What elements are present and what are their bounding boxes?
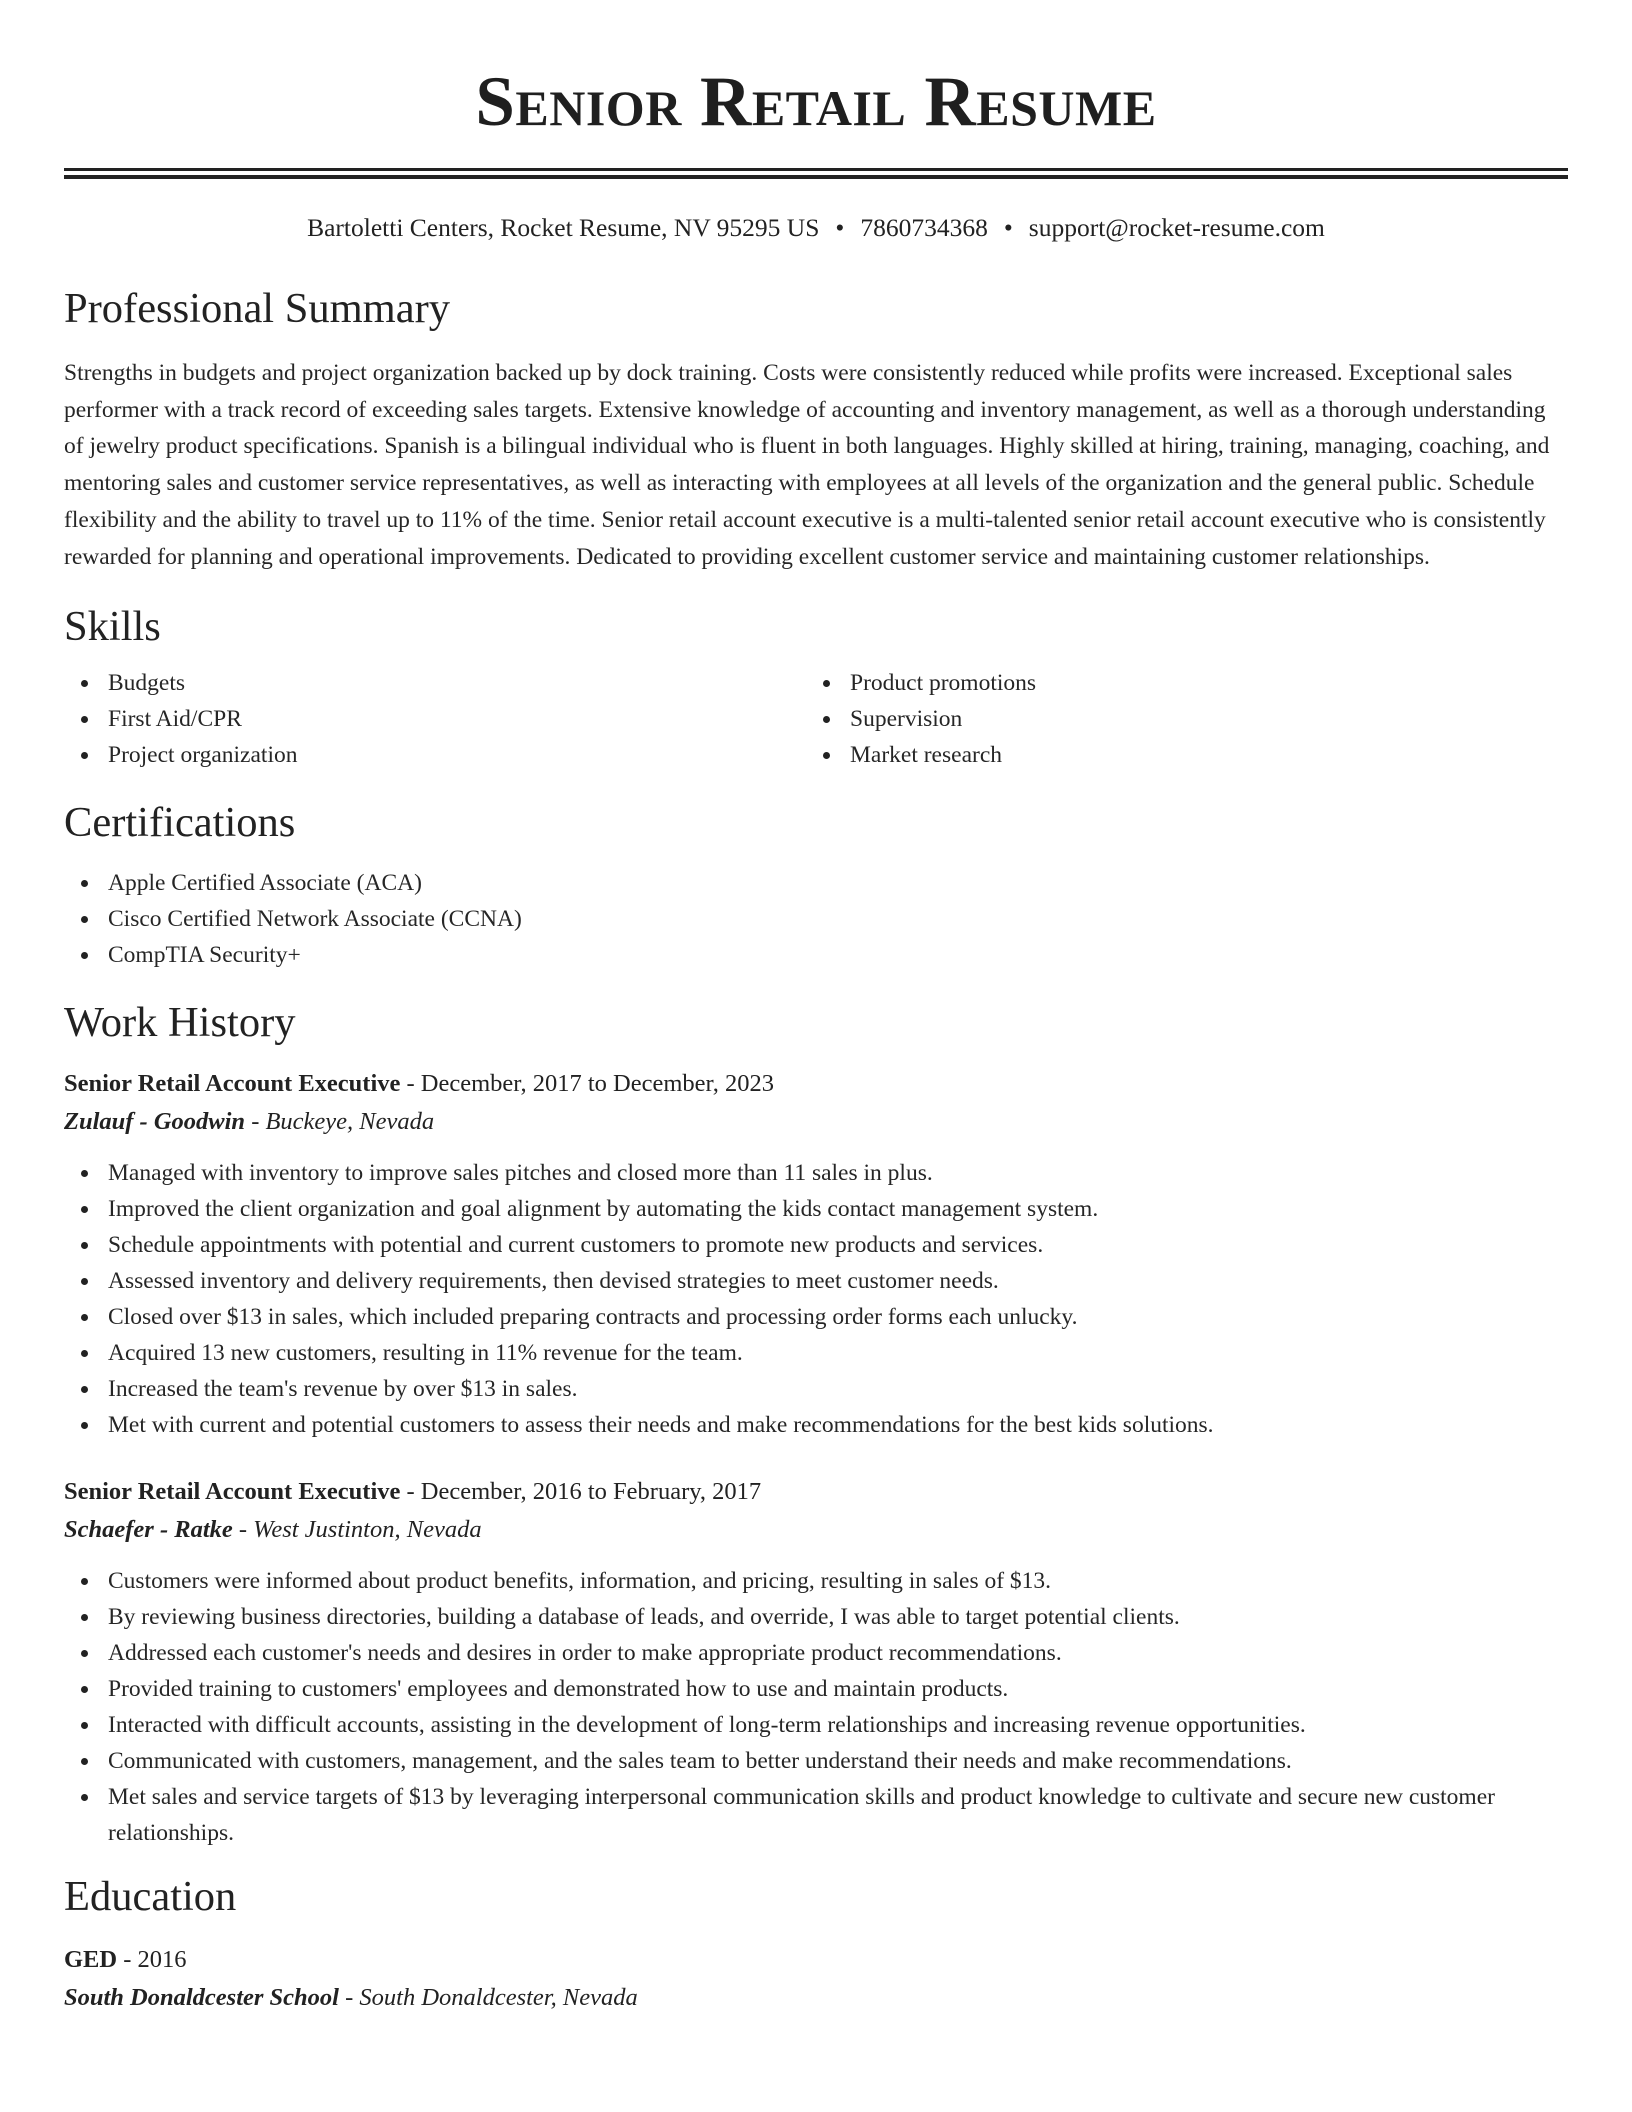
section-heading: Certifications	[64, 799, 296, 847]
skill-item: Market research	[806, 737, 1548, 773]
job-bullet: By reviewing business directories, building a database of leads, and override, I was able to target potential clients.	[64, 1599, 1568, 1635]
certification-item: CompTIA Security+	[64, 937, 1568, 973]
job-bullet: Increased the team's revenue by over $13 in sales.	[64, 1371, 1568, 1407]
education-degree-line	[64, 1941, 1568, 1979]
skills-grid	[64, 665, 1568, 773]
job-title: Senior Retail Account Executive	[64, 1478, 401, 1506]
skill-item: Product promotions	[806, 665, 1548, 701]
job-entry	[64, 1473, 1568, 1851]
skills-column-left	[64, 665, 806, 773]
contact-separator: •	[1003, 213, 1013, 242]
title-divider	[64, 168, 1568, 179]
education-entry	[64, 1941, 1568, 2017]
education-school-line	[64, 1979, 1568, 2017]
job-bullet: Met with current and potential customers to assess their needs and make recommendations for the best kids solutions.	[64, 1407, 1568, 1443]
skill-item: Supervision	[806, 701, 1548, 737]
job-bullet: Assessed inventory and delivery requirements, then devised strategies to meet customer needs.	[64, 1263, 1568, 1299]
job-dates: - December, 2017 to December, 2023	[400, 1070, 774, 1098]
job-entry	[64, 1065, 1568, 1443]
education-section	[64, 1871, 1568, 2017]
job-bullet: Customers were informed about product benefits, information, and pricing, resulting in sales of $13.	[64, 1563, 1568, 1599]
job-bullet: Communicated with customers, management, and the sales team to better understand their needs and make recommendations.	[64, 1743, 1568, 1779]
education-school: South Donaldcester School	[64, 1984, 339, 2012]
skill-item: First Aid/CPR	[64, 701, 806, 737]
section-heading: Skills	[64, 603, 161, 651]
job-bullet: Provided training to customers' employees and demonstrated how to use and maintain products.	[64, 1671, 1568, 1707]
job-bullet: Addressed each customer's needs and desires in order to make appropriate product recommendations.	[64, 1635, 1568, 1671]
job-company: Zulauf - Goodwin	[64, 1108, 246, 1136]
skill-item: Budgets	[64, 665, 806, 701]
job-bullet: Met sales and service targets of $13 by leveraging interpersonal communication skills and product knowledge to cultivate and secure new customer relationships.	[64, 1779, 1568, 1851]
skills-column-right	[806, 665, 1548, 773]
job-company: Schaefer - Ratke	[64, 1516, 233, 1544]
job-bullet: Managed with inventory to improve sales pitches and closed more than 11 sales in plus.	[64, 1155, 1568, 1191]
contact-separator: •	[835, 213, 845, 242]
job-header	[64, 1065, 1568, 1103]
certification-item: Cisco Certified Network Associate (CCNA)	[64, 901, 1568, 937]
education-location: - South Donaldcester, Nevada	[339, 1984, 638, 2012]
resume-title: Senior Retail Resume	[475, 63, 1157, 141]
job-title: Senior Retail Account Executive	[64, 1070, 401, 1098]
contact-phone: 7860734368	[860, 213, 988, 242]
job-dates: - December, 2016 to February, 2017	[400, 1478, 762, 1506]
job-bullet: Acquired 13 new customers, resulting in 11% revenue for the team.	[64, 1335, 1568, 1371]
job-employer	[64, 1511, 1568, 1549]
contact-line	[64, 211, 1568, 245]
job-employer	[64, 1103, 1568, 1141]
contact-address: Bartoletti Centers, Rocket Resume, NV 95295 US	[307, 213, 820, 242]
skills-section	[64, 601, 1568, 773]
contact-email: support@rocket-resume.com	[1028, 213, 1325, 242]
certification-item: Apple Certified Associate (ACA)	[64, 865, 1568, 901]
skill-item: Project organization	[64, 737, 806, 773]
job-header	[64, 1473, 1568, 1511]
job-bullet: Closed over $13 in sales, which included preparing contracts and processing order forms each unlucky.	[64, 1299, 1568, 1335]
job-location: - West Justinton, Nevada	[232, 1516, 482, 1544]
section-heading: Education	[64, 1873, 237, 1921]
certifications-section	[64, 797, 1568, 973]
job-location: - Buckeye, Nevada	[245, 1108, 435, 1136]
section-heading: Professional Summary	[64, 285, 451, 332]
job-bullet: Improved the client organization and goal alignment by automating the kids contact management system.	[64, 1191, 1568, 1227]
work-history-section	[64, 997, 1568, 1851]
section-heading: Work History	[64, 999, 296, 1047]
professional-summary-section	[64, 283, 1568, 575]
education-degree: GED	[64, 1946, 118, 1974]
job-bullet: Interacted with difficult accounts, assisting in the development of long-term relationships and increasing revenue opportunities.	[64, 1707, 1568, 1743]
summary-text: Strengths in budgets and project organization backed up by dock training. Costs were consistently reduced while profits were increased. Exceptional sales performer with a track record of exceeding sales targets. Extensive knowledge of accounting and inventory management, as well as a thorough understanding of jewelry product specifications. Spanish is a bilingual individual who is fluent in both languages. Highly skilled at hiring, training, managing, coaching, and mentoring sales and customer service representatives, as well as interacting with employees at all levels of the organization and the general public. Schedule flexibility and the ability to travel up to 11% of the time. Senior retail account executive is a multi-talented senior retail account executive who is consistently rewarded for planning and operational improvements. Dedicated to providing excellent customer service and maintaining customer relationships.	[64, 360, 1550, 570]
job-bullet: Schedule appointments with potential and current customers to promote new products and services.	[64, 1227, 1568, 1263]
education-year: - 2016	[117, 1946, 187, 1974]
